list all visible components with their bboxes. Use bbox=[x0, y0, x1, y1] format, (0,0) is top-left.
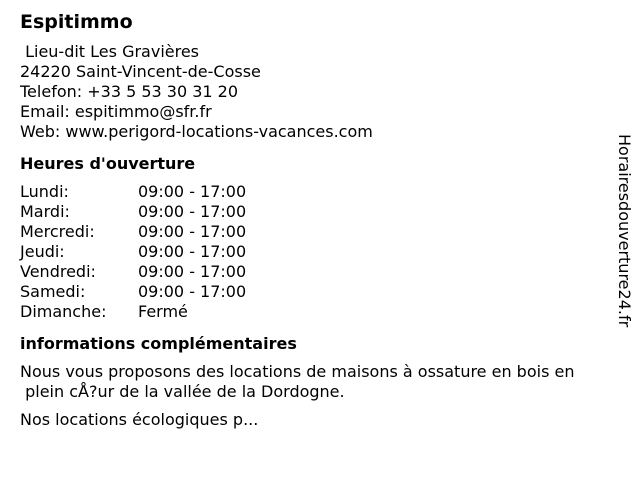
hours-row bbox=[20, 182, 620, 202]
site-watermark: Horairesdouverture24.fr bbox=[615, 134, 634, 328]
hours-day: Vendredi: bbox=[20, 262, 96, 281]
hours-row bbox=[20, 262, 620, 282]
hours-time: 09:00 - 17:00 bbox=[138, 182, 247, 201]
hours-day: Samedi: bbox=[20, 282, 86, 301]
address-line-1: Lieu-dit Les Gravières bbox=[20, 42, 200, 61]
hours-row bbox=[20, 282, 620, 302]
hours-time: 09:00 - 17:00 bbox=[138, 222, 247, 241]
description-excerpt: Nos locations écologiques p... bbox=[20, 410, 259, 429]
hours-time: Fermé bbox=[138, 302, 188, 321]
hours-row bbox=[20, 242, 620, 262]
business-name: Espitimmo bbox=[20, 11, 133, 33]
phone-line: Telefon: +33 5 53 30 31 20 bbox=[20, 82, 239, 101]
hours-day: Lundi: bbox=[20, 182, 69, 201]
web-line: Web: www.perigord-locations-vacances.com bbox=[20, 122, 373, 141]
additional-info-heading: informations complémentaires bbox=[20, 334, 297, 353]
hours-time: 09:00 - 17:00 bbox=[138, 242, 247, 261]
hours-row bbox=[20, 202, 620, 222]
hours-day: Jeudi: bbox=[20, 242, 65, 261]
description-paragraph: Nous vous proposons des locations de maisons à ossature en bois en plein cÅ?ur de la vallée de la Dordogne. bbox=[20, 362, 575, 401]
hours-day: Dimanche: bbox=[20, 302, 107, 321]
hours-day: Mardi: bbox=[20, 202, 70, 221]
hours-row bbox=[20, 302, 620, 322]
hours-time: 09:00 - 17:00 bbox=[138, 282, 247, 301]
hours-row bbox=[20, 222, 620, 242]
hours-time: 09:00 - 17:00 bbox=[138, 262, 247, 281]
address-line-2: 24220 Saint-Vincent-de-Cosse bbox=[20, 62, 261, 81]
business-card bbox=[20, 10, 620, 430]
opening-hours-table bbox=[20, 182, 620, 322]
hours-time: 09:00 - 17:00 bbox=[138, 202, 247, 221]
hours-day: Mercredi: bbox=[20, 222, 95, 241]
email-line: Email: espitimmo@sfr.fr bbox=[20, 102, 212, 121]
opening-hours-heading: Heures d'ouverture bbox=[20, 154, 196, 173]
